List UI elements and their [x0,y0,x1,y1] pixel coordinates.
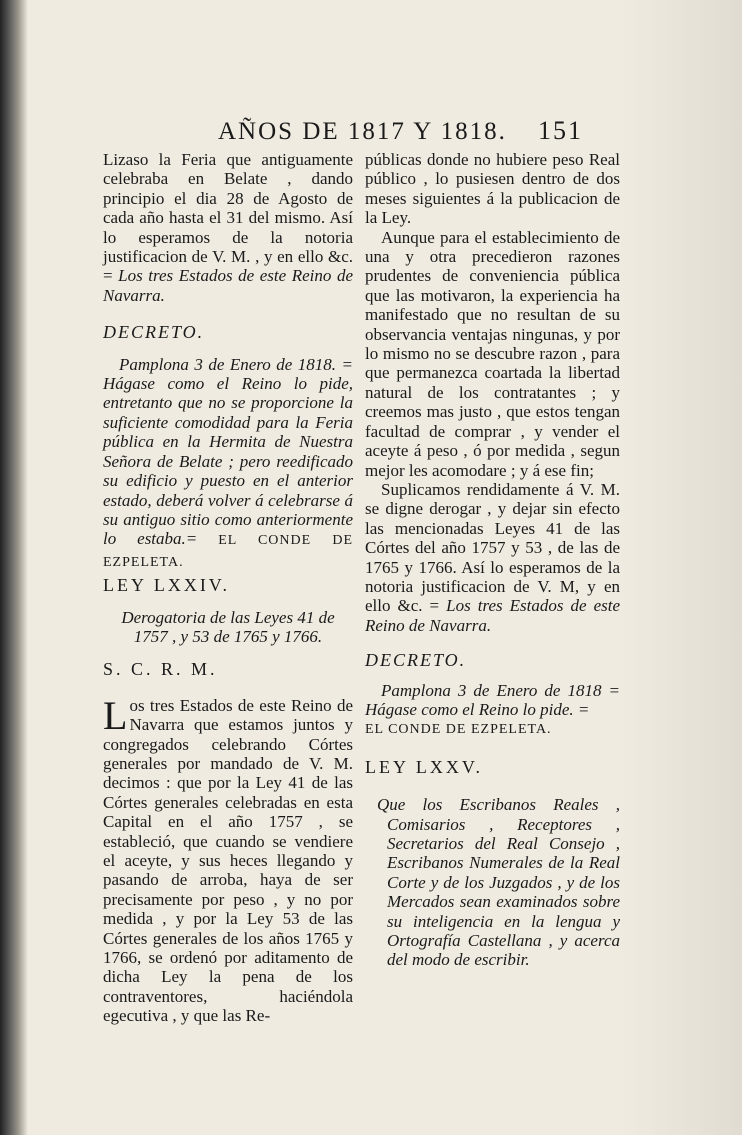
left-decreto-text [103,355,353,572]
left-body-text: os tres Estados de este Reino de Navarra que estamos juntos y congregados celebrando Córtes generales por mandado de V. M. decimos : que por la Ley 41 de las Córtes generales celebradas en esta Capital en el año 1757 , se estableció, que cuando se vendiere el aceyte, y sus heces llegando y pasando de arroba, haya de ser precisamente por peso , y no por medida , y por la Ley 53 de las Córtes generales de los años 1765 y 1766, se ordenó por aditamento de dicha Ley la pena de los contraventores, haciéndola egecutiva , y que las Re- [103,695,353,1026]
left-decreto-signature: EL CONDE DE EZPELETA. [103,533,353,570]
left-para-1 [103,150,353,305]
left-decreto-body: Pamplona 3 de Enero de 1818. = Hágase como el Reino lo pide, entretanto que no se proporcione la suficiente comodidad para la Feria pública en la Hermita de Nuestra Señora de Belate ; pero reedificado su edificio y puesto en el anterior estado, deberá volver á celebrarse á su antiguo sitio como anteriormente lo estaba.= [103,354,353,549]
right-para-1: públicas donde no hubiere peso Real público , lo pusiesen dentro de dos meses siguientes á la publicacion de la Ley. [365,150,620,228]
right-ley-subtitle: Que los Escribanos Reales , Comisarios , Receptores , Secretarios del Real Consejo , Escribanos Numerales de la Real Corte y de los Juzgados , y de los Mercados sean examinados sobre su inteligencia en la lengua y Ortografía Castellana , y acerca del modo de escribir. [377,795,620,970]
right-decreto-signature: EL CONDE DE EZPELETA. [365,722,552,738]
left-para-1-signature: Los tres Estados de este Reino de Navarra. [103,266,354,305]
page-number: 151 [538,116,583,145]
right-decreto-heading: DECRETO. [365,650,467,671]
right-decreto-text: Pamplona 3 de Enero de 1818 = Hágase como el Reino lo pide. = [365,680,620,719]
running-head-title: AÑOS DE 1817 Y 1818. [218,118,507,145]
right-para-3-signature: Los tres Estados de este Reino de Navarra. [365,596,620,635]
page-edge-shadow [620,0,742,1135]
left-decreto-heading: DECRETO. [103,322,205,343]
left-scrm: S. C. R. M. [103,659,218,680]
left-column [103,150,353,1026]
left-para-1-text: Lizaso la Feria que antiguamente celebraba en Belate , dando principio el dia 28 de Agosto de cada año hasta el 31 del mismo. Así lo esperamos de la notoria justificacion de V. M. , y en ello &c. = [103,150,353,286]
binding-gutter [0,0,28,1135]
right-para-3-text: Suplicamos rendidamente á V. M. se digne derogar , y dejar sin efecto las mencionadas Leyes 41 de las Córtes del año 1757 y 53 , de las de 1765 y 1766. Así lo esperamos de la notoria justificacion de V. M, y en ello &c. = [365,479,620,616]
left-ley-heading: LEY LXXIV. [103,575,230,596]
left-ley-subtitle: Derogatoria de las Leyes 41 de 1757 , y 53 de 1765 y 1766. [121,607,335,646]
right-para-2: Aunque para el establecimiento de una y otra precedieron razones prudentes de conveniencia pública que las motivaron, la experiencia ha manifestado que no resultan de su observancia ventajas ningunas, y por lo mismo no se descubre razon , para que permanezca coartada la libertad natural de los contratantes ; y creemos mas justo , que estos tengan facultad de comprar , y vender el aceyte á peso , ó por medida , segun mejor les acomodare ; y á ese fin; [365,227,620,480]
drop-cap: L [103,692,128,738]
left-body-paragraph [103,692,353,1026]
right-column [365,150,620,970]
right-ley-heading: LEY LXXV. [365,756,483,777]
right-para-3 [365,480,620,635]
